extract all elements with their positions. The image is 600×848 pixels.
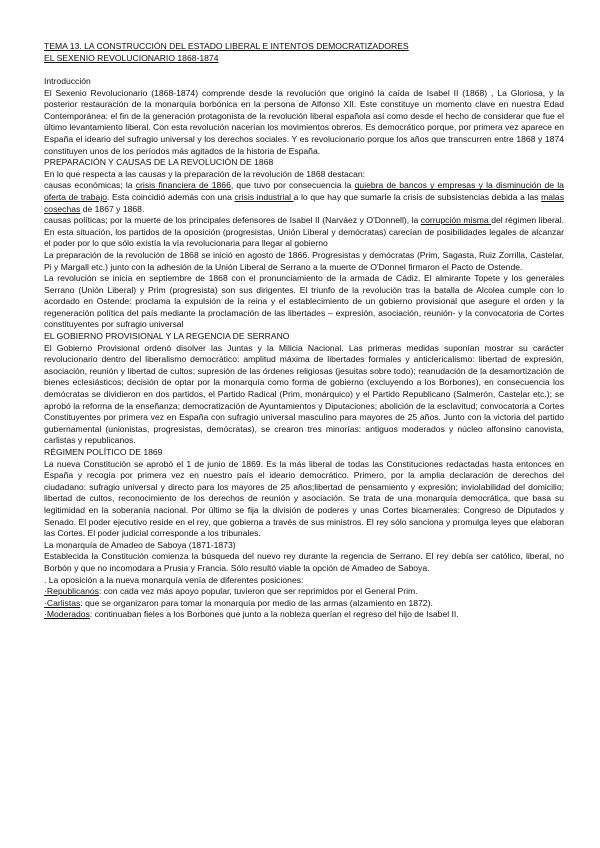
underlined-term: corrupción misma	[420, 215, 492, 226]
underlined-term: ·Moderados	[44, 609, 90, 620]
opposition-item-republicanos	[44, 586, 564, 598]
intro-heading: Introducción	[44, 76, 91, 86]
underlined-term: ·Republicanos	[44, 586, 99, 597]
text-run: del régimen liberal. En esta situación, los partidos de la oposición (progresistas, Unión Liberal y demócratas) carecían de posibilidades legales de alcanzar el poder por lo que sólo existía la vía revolucionaria para llegar al gobierno	[44, 215, 564, 249]
text-run: de 1867 y 1868.	[80, 203, 145, 214]
text-run: : continuaban fieles a los Borbones que junto a la nobleza querían el regreso del hijo de Isabel II.	[89, 609, 459, 620]
intro-paragraph: El Sexenio Revolucionario (1868-1874) comprende desde la revolución que originó la caída de Isabel II (1868) , La Gloriosa, y la posterior restauración de la monarquía borbónica en la persona de Alfonso XII. Este constituye un momento clave en nuestra Edad Contemporánea: el fin de la generación protagonista de la revolución liberal española así como desde el hecho de considerar que fue el último levantamiento liberal. Con esta revolución nacerían los movimientos obreros. Es democrático porque, por primera vez aparece en España el ideario del sufragio universal y los derechos sociales. Y es revolucionario porque los años que transcurren entre 1868 y 1874 constituyen unos de los períodos más agitados de la historia de España.	[44, 87, 564, 156]
provisional-government-paragraph: El Gobierno Provisional ordenó disolver las Juntas y la Milicia Nacional. Las primeras medidas suponían mostrar su carácter revolucionario dentro del liberalismo democrático: amplitud máxima de libertades formales y anticlericalismo: libertad de expresión, asociación, reunión y libertad de cultos; supresión de las órdenes religiosas (jesuitas sobre todo); reanudación de la desamortización de bienes eclesiásticos; decisión de optar por la monarquía como forma de gobierno (excluyendo a los Borbones), en consecuencia los demócratas se dividieron en dos partidos, el Partido Radical (Prim, monárquico) y el Partido Republicano (Salmerón, Castelar etc.); se aprobó la reforma de la enseñanza; democratización de Ayuntamientos y Diputaciones; abolición de la esclavitud; convocatoria a Cortes Constituyentes por primera vez en España con sufragio universal masculino para mayores de 25 años. Junto con la victoria del partido gubernamental (unionistas, progresistas, demócratas), se crearon tres minorías: antiguos moderados y núcleo alfonsino canovista, carlistas y republicanos.	[44, 342, 564, 446]
revolution-start-paragraph: La revolución se inicia en septiembre de 1868 con el pronunciamiento de la armada de Cádiz. El almirante Topete y los generales Serrano (Unión Liberal) y Prim (progresista) son sus dirigentes. El triunfo de la revolución tras la batalla de Alcolea cumple con lo acordado en Ostende: proclama la expulsión de la reina y el establecimiento de un gobierno provisional que asegure el orden y la regeneración política del país mediante la proclamación de las libertades – expresión, asociación, reunión- y la convocatoria de Cortes constituyentes por sufragio universal	[44, 273, 564, 330]
text-run: : que se organizaron para tomar la monarquía por medio de las armas (alzamiento en 1872).	[80, 597, 433, 608]
underlined-term: ·Carlistas	[44, 597, 81, 608]
preparation-paragraph: La preparación de la revolución de 1868 se inició en agosto de 1866. Progresistas y demócratas (Prim, Sagasta, Ruiz Zorrilla, Castelar, Pi y Margall etc.) junto con la adhesión de la Unión Liberal de Serrano a la muerte de O'Donnel firmaron el Pacto de Ostende.	[44, 249, 564, 272]
underlined-term: crisis financiera de 1866	[135, 180, 231, 191]
causes-lead: En lo que respecta a las causas y la preparación de la revolución de 1868 destacan:	[44, 168, 366, 179]
political-causes-paragraph	[44, 215, 564, 250]
text-run: : con cada vez más apoyo popular, tuvieron que ser reprimidos por el General Prim.	[98, 586, 418, 597]
underlined-term: quiebra de bancos y empresas y la disminución de la oferta de trabajo	[44, 180, 564, 202]
amadeo-heading: La monarquía de Amadeo de Saboya (1871-1873)	[44, 539, 236, 550]
provisional-government-heading: EL GOBIERNO PROVISIONAL Y LA REGENCIA DE SERRANO	[44, 331, 290, 342]
section-subtitle: EL SEXENIO REVOLUCIONARIO 1868-1874	[44, 53, 219, 63]
text-run: . Esta coincidió además con una	[107, 191, 235, 202]
underlined-term: malas cosechas	[44, 191, 564, 214]
opposition-lead: . La oposición a la nueva monarquía venía de diferentes posiciones:	[44, 574, 304, 585]
regime-heading: RÉGIMEN POLÍTICO DE 1869	[44, 447, 163, 457]
economic-causes-paragraph	[44, 180, 564, 215]
amadeo-paragraph: Establecida la Constitución comienza la búsqueda del nuevo rey durante la regencia de Serrano. El rey debía ser católico, liberal, no Borbón y que no incomodara a Prusia y Francia. Sólo resultó viable la opción de Amadeo de Saboya.	[44, 551, 564, 573]
text-run: , que tuvo por consecuencia la	[230, 180, 355, 191]
opposition-item-moderados	[44, 609, 564, 621]
underlined-term: crisis industrial	[234, 191, 294, 202]
opposition-item-carlistas	[44, 598, 564, 610]
causes-heading: PREPARACIÓN Y CAUSAS DE LA REVOLUCIÓN DE 1868	[44, 157, 274, 168]
spacer	[44, 64, 564, 76]
text-run: a lo que hay que sumarle la crisis de subsistencias debida a las	[293, 191, 542, 202]
topic-title: TEMA 13. LA CONSTRUCCIÓN DEL ESTADO LIBERAL E INTENTOS DEMOCRATIZADORES	[44, 41, 409, 51]
text-run: causas políticas; por la muerte de los principales defensores de Isabel II (Narváez y O'Donnell), la	[44, 215, 421, 226]
document-page	[44, 40, 564, 621]
regime-paragraph: La nueva Constitución se aprobó el 1 de junio de 1869. Es la más liberal de todas las Constituciones redactadas hasta entonces en España y recogía por primera vez en nuestro país el ideario democrático. Primero, por la amplia declaración de derechos del ciudadano: sufragio universal y directo para los mayores de 25 años;libertad de pensamiento y expresión; inviolabilidad del domicilio; libertad de cultos, reconocimiento de los derechos de reunión y asociación. Se trata de una monarquía democrática, que basa su legitimidad en la soberanía nacional. Por último se fija la división de poderes y unas Cortes bicamerales: Congreso de Diputados y Senado. El poder ejecutivo reside en el rey, que gobierna a través de sus ministros. El rey sólo sanciona y promulga leyes que elaboran las Cortes. El poder judicial corresponde a los tribunales.	[44, 458, 564, 539]
text-run: causas económicas; la	[44, 180, 136, 191]
